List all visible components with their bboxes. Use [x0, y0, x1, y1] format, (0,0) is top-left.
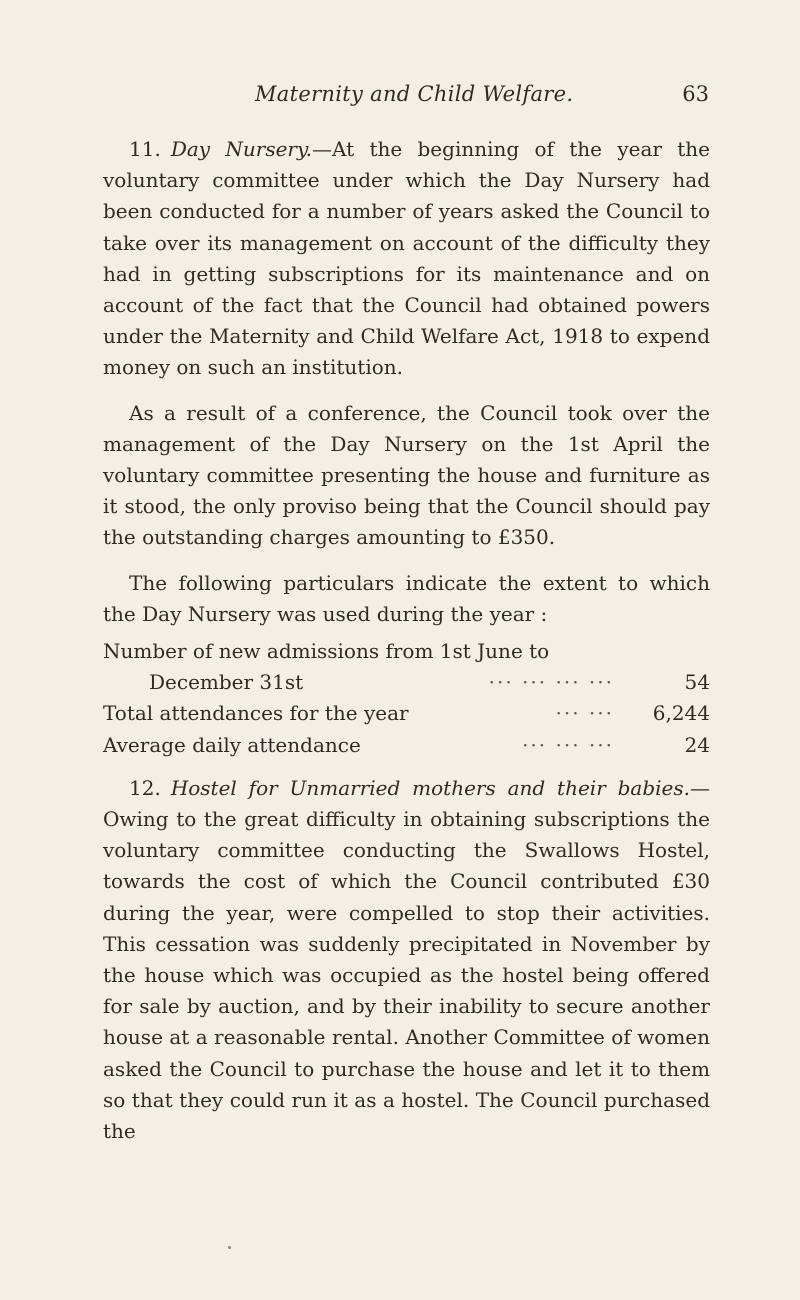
- paper-speck: [228, 1246, 231, 1249]
- stat-label-average-daily: Average daily attendance: [103, 732, 361, 757]
- page-number: 63: [682, 82, 709, 106]
- section-11-paragraph-2: As a result of a conference, the Council took over the management of the Day Nursery on the 1st April the voluntary committee presenting the house and furniture as it stood, the only proviso being that the Council should pay the outstanding charges amounting to £350.: [103, 400, 710, 550]
- leader-dots: ··· ··· ···: [522, 732, 614, 757]
- stat-row-admissions-line1: [103, 636, 710, 667]
- section-12-dash: —: [690, 775, 710, 800]
- stat-label-admissions: Number of new admissions from 1st June to: [103, 639, 550, 664]
- section-11-heading: Day Nursery.: [170, 137, 312, 161]
- section-12-paragraph: [103, 773, 710, 1147]
- body-text: [103, 134, 710, 1161]
- stat-row-average-daily: [103, 730, 710, 761]
- running-title: Maternity and Child Welfare.: [255, 82, 574, 106]
- stat-label-total-attendances: Total attendances for the year: [103, 701, 409, 726]
- section-12-heading: Hostel for Unmarried mothers and their babies.: [170, 775, 690, 800]
- section-12-number: 12.: [129, 775, 161, 800]
- stat-value-average-daily: 24: [684, 732, 710, 757]
- stat-value-admissions: 54: [684, 670, 710, 695]
- section-11-dash: —: [312, 137, 332, 161]
- section-12-text: Owing to the great difficulty in obtaining subscriptions the voluntary committee conducting the Swallows Hostel, towards the cost of which the Council contributed £30 during the year, were compelled to stop their activities. This cessation was suddenly precipitated in November by the house which was occupied as the hostel being offered for sale by auction, and by their inability to secure another house at a reasonable rental. Another Committee of women asked the Council to purchase the house and let it to them so that they could run it as a hostel. The Council purchased the: [103, 807, 710, 1144]
- stat-value-total-attendances: 6,244: [652, 701, 710, 726]
- stat-label-admissions-cont: December 31st: [149, 670, 304, 695]
- section-11-number: 11.: [129, 137, 161, 161]
- stat-row-admissions: [103, 667, 710, 698]
- leader-dots: ··· ···: [555, 701, 614, 726]
- section-11-text: At the beginning of the year the voluntary committee under which the Day Nursery had been conducted for a number of years asked the Council to take over its management on account of the difficulty they had in getting subscriptions for its maintenance and on account of the fact that the Council had obtained powers under the Maternity and Child Welfare Act, 1918 to expend money on such an institution.: [103, 137, 711, 380]
- page-header: [0, 82, 800, 112]
- nursery-statistics: [103, 636, 710, 761]
- leader-dots: ··· ··· ··· ···: [488, 670, 614, 695]
- section-11-paragraph-1: [103, 134, 710, 384]
- stat-row-total-attendances: [103, 698, 710, 729]
- section-11-paragraph-3: The following particulars indicate the extent to which the Day Nursery was used during the year :: [103, 570, 710, 626]
